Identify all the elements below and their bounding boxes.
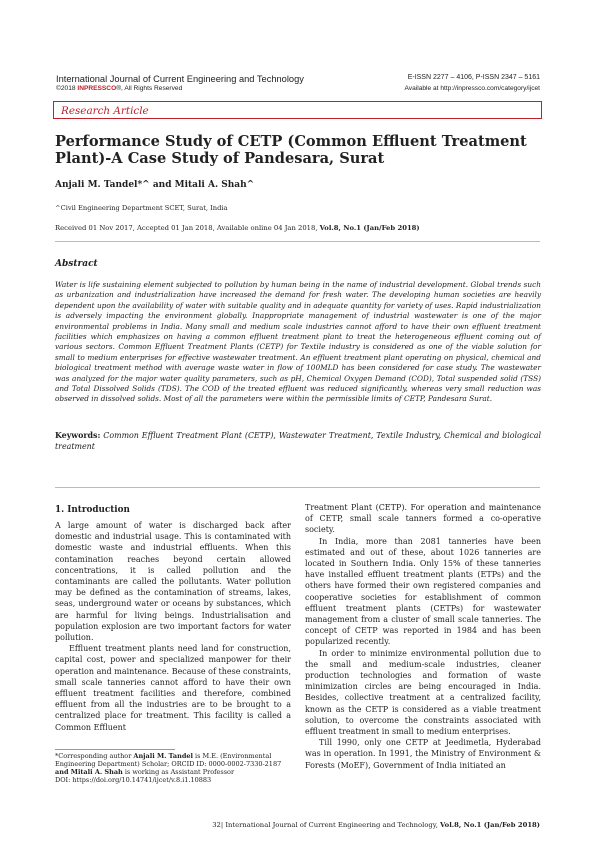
footnote	[55, 752, 291, 784]
abstract-text: Water is life sustaining element subjected to pollution by human being in the name of industrial development. Global trends such as urbanization and industrialization have increased the demand for fresh water. The developing human societies are heavily dependent upon the availability of water with suitable quality and in adequate quantity for variety of uses. Rapid industrialization is adversely impacting the environment globally. Inappropriate management of industrial wastewater is one of the major environmental problems in India. Many small and medium scale industries cannot afford to have their own effluent treatment facilities which emphasizes on having a common effluent treatment plant to treat the heterogeneous effluent coming out of various sectors. Common Effluent Treatment Plants (CETP) for Textile industry is considered as one of the viable solution for small to medium enterprises for effective wastewater treatment. An effluent treatment plant operating on physical, chemical and biological treatment method with average waste water in flow of 100MLD has been considered for case study. The wastewater was analyzed for the major water quality parameters, such as pH, Chemical Oxygen Demand (COD), Total suspended solid (TSS) and Total Dissolved Solids (TDS). The COD of the treated effluent was reduced significantly, whereas very small reduction was observed in dissolved solids. Most of all the parameters were within the permissible limits of CETP, Pandesara Surat.	[55, 280, 541, 404]
doi-link[interactable]: DOI: https://doi.org/10.14741/ijcet/v.8.i1.10883	[55, 776, 212, 784]
received-text: Received 01 Nov 2017, Accepted 01 Jan 2018, Available online 04 Jan 2018,	[55, 224, 320, 232]
page-footer	[212, 821, 540, 829]
affiliation: ^Civil Engineering Department SCET, Surat, India	[55, 204, 228, 212]
footnote-rule	[55, 749, 175, 750]
paragraph: In order to minimize environmental pollution due to the small and medium-scale industries, cleaner production technologies and formation of waste minimization circles are being encouraged in India. Besides, collective treatment at a centralized facility, known as the CETP is considered as a viable treatment solution, to overcome the constraints associated with effluent treatment in small to medium enterprises.	[305, 648, 541, 737]
availability-link[interactable]: Available at http://inpressco.com/category/ijcet	[404, 85, 540, 92]
footer-text: 32| International Journal of Current Engineering and Technology,	[212, 821, 441, 829]
footer-volume: Vol.8, No.1 (Jan/Feb 2018)	[440, 821, 540, 829]
paragraph: In India, more than 2081 tanneries have been estimated and out of these, about 1026 tanneries are located in Southern India. Only 15% of these tanneries have installed effluent treatment plants (ETPs) and the others have formed their own registered companies and cooperative societies for establishment of common effluent treatment plants (CETPs) for wastewater management from a cluster of small scale tanneries. The concept of CETP was reported in 1984 and has been popularized recently.	[305, 536, 541, 647]
volume-info: Vol.8, No.1 (Jan/Feb 2018)	[319, 224, 420, 232]
journal-name: International Journal of Current Engineering and Technology	[56, 74, 304, 84]
paper-title: Performance Study of CETP (Common Effluent Treatment Plant)-A Case Study of Pandesara, Surat	[55, 133, 527, 167]
footnote-author-name: Anjali M. Tandel	[133, 752, 193, 760]
paragraph: Effluent treatment plants need land for construction, capital cost, power and specialized manpower for their operation and maintenance. Because of these constraints, small scale tanneries cannot afford to have their own effluent treatment facilities and therefore, combined effluent from all the industries are to be brought to a centralized place for treatment. This facility is called a Common Effluent	[55, 644, 291, 732]
divider-top	[55, 241, 540, 242]
publisher-brand: INPRESSCO	[77, 85, 117, 92]
article-type: Research Article	[61, 105, 149, 117]
keywords-label: Keywords:	[55, 431, 101, 440]
paragraph: Treatment Plant (CETP). For operation and maintenance of CETP, small scale tanners formed a co-operative society.	[305, 503, 541, 535]
issn-line: E-ISSN 2277 – 4106, P-ISSN 2347 – 5161	[407, 74, 540, 81]
keywords-text: Common Effluent Treatment Plant (CETP), Wastewater Treatment, Textile Industry, Chemical and biological treatment	[55, 431, 541, 451]
intro-right-column	[305, 502, 541, 771]
footnote-author-name: and Mitali A. Shah	[55, 768, 123, 776]
section-heading-introduction: 1. Introduction	[55, 505, 130, 515]
paragraph: Till 1990, only one CETP at Jeedimetla, Hyderabad was in operation. In 1991, the Ministry of Environment & Forests (MoEF), Government of India initiated an	[305, 738, 541, 770]
footnote-author1	[55, 752, 291, 768]
abstract-heading: Abstract	[55, 259, 98, 269]
received-dates	[55, 224, 420, 232]
divider-bottom	[55, 487, 540, 488]
footnote-prefix: *Corresponding author	[55, 752, 134, 760]
footnote-author2	[55, 768, 291, 776]
authors: Anjali M. Tandel*^ and Mitali A. Shah^	[55, 180, 255, 190]
footnote-author-details: is M.E. (Environmental Engineering Department) Scholar; ORCID ID: 0000-0002-7330-2187	[55, 752, 282, 768]
footnote-author-details: is working as Assistant Professor	[122, 768, 235, 776]
paragraph: A large amount of water is discharged back after domestic and industrial usage. This is contaminated with domestic waste and industrial effluents. When this contamination reaches beyond certain allowed concentrations, it is called pollution and the contaminants are called the pollutants. Water pollution may be defined as the contamination of streams, lakes, seas, underground water or oceans by substances, which are harmful for living beings. Industrialisation and population explosion are two important factors for water pollution.	[55, 521, 291, 643]
keywords	[55, 430, 541, 452]
intro-left-column	[55, 520, 291, 733]
copyright-prefix: ©2018	[56, 85, 78, 92]
copyright-suffix: ®, All Rights Reserved	[116, 85, 183, 92]
copyright-notice	[56, 85, 182, 92]
